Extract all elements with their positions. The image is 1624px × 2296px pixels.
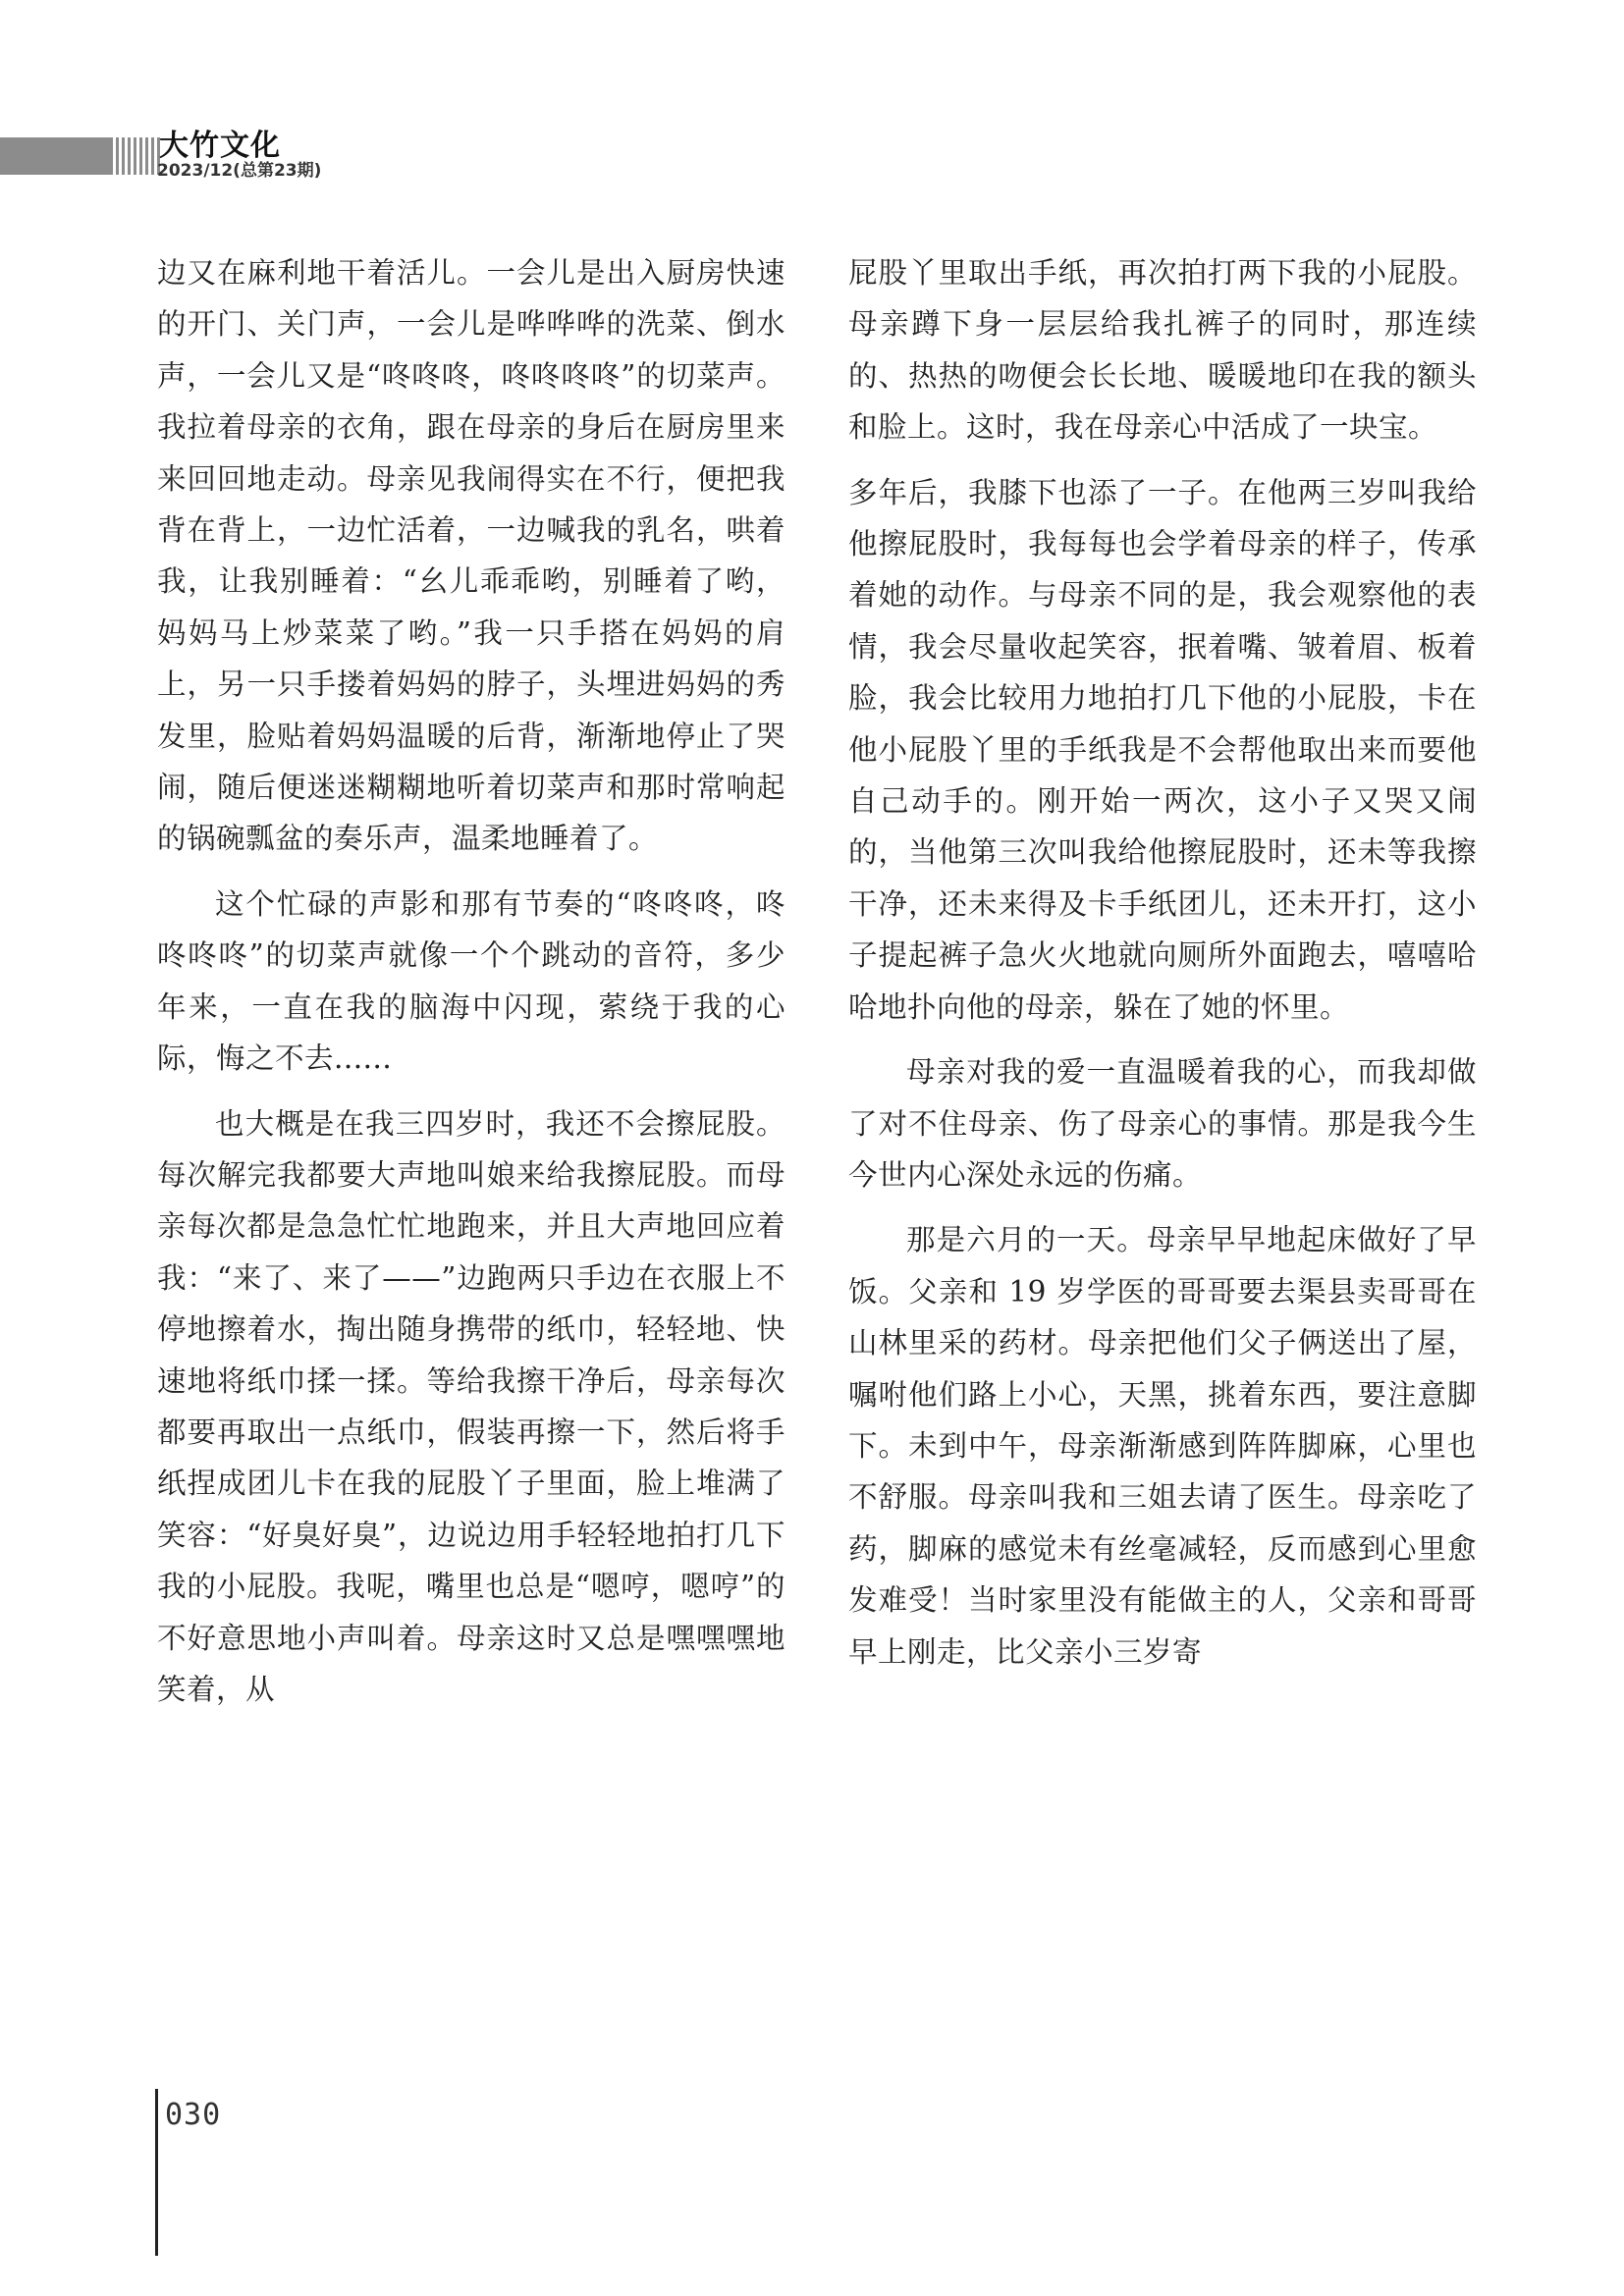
paragraph: 那是六月的一天。母亲早早地起床做好了早饭。父亲和 19 岁学医的哥哥要去渠县卖哥哥在山林里采的药材。母亲把他们父子俩送出了屋，嘱咐他们路上小心，天黑，挑着东西，要注意脚下。未到中午，母亲渐渐感到阵阵脚麻，心里也不舒服。母亲叫我和三姐去请了医生。母亲吃了药，脚麻的感觉未有丝毫减轻，反而感到心里愈发难受！当时家里没有能做主的人，父亲和哥哥早上刚走，比父亲小三岁寄 [848,1223,1477,1669]
paragraph: 屁股丫里取出手纸，再次拍打两下我的小屁股。母亲蹲下身一层层给我扎裤子的同时，那连续的、热热的吻便会长长地、暖暖地印在我的额头和脸上。这时，我在母亲心中活成了一块宝。 [848,256,1477,445]
magazine-title: 大竹文化 [159,129,281,163]
paragraph: 母亲对我的爱一直温暖着我的心，而我却做了对不住母亲、伤了母亲心的事情。那是我今生今世内心深处永远的伤痛。 [848,1055,1477,1192]
header-stripes [113,137,162,175]
paragraph: 也大概是在我三四岁时，我还不会擦屁股。每次解完我都要大声地叫娘来给我擦屁股。而母亲每次都是急急忙忙地跑来，并且大声地回应着我：“来了、来了——”边跑两只手边在衣服上不停地擦着水，掏出随身携带的纸巾，轻轻地、快速地将纸巾揉一揉。等给我擦干净后，母亲每次都要再取出一点纸巾，假装再擦一下，然后将手纸捏成团儿卡在我的屁股丫子里面，脸上堆满了笑容：“好臭好臭”，边说边用手轻轻地拍打几下我的小屁股。我呢，嘴里也总是“嗯哼，嗯哼”的不好意思地小声叫着。母亲这时又总是嘿嘿嘿地笑着，从 [157,1106,785,1706]
left-column [157,247,785,1995]
right-column [848,247,1477,1995]
paragraph: 这个忙碌的声影和那有节奏的“咚咚咚，咚咚咚咚”的切菜声就像一个个跳动的音符，多少年来，一直在我的脑海中闪现，萦绕于我的心际，悔之不去...... [157,886,785,1076]
page-number: 030 [165,2098,222,2132]
footer-rule [155,2089,158,2256]
page-header [0,130,412,188]
paragraph: 多年后，我膝下也添了一子。在他两三岁叫我给他擦屁股时，我每每也会学着母亲的样子，传承着她的动作。与母亲不同的是，我会观察他的表情，我会尽量收起笑容，抿着嘴、皱着眉、板着脸，我会比较用力地拍打几下他的小屁股，卡在他小屁股丫里的手纸我是不会帮他取出来而要他自己动手的。刚开始一两次，这小子又哭又闹的，当他第三次叫我给他擦屁股时，还未等我擦干净，还未来得及卡手纸团儿，还未开打，这小子提起裤子急火火地就向厕所外面跑去，嘻嘻哈哈地扑向他的母亲，躲在了她的怀里。 [848,475,1477,1024]
issue-label: 2023/12(总第23期) [157,161,322,181]
header-gray-bar [0,137,113,175]
paragraph: 边又在麻利地干着活儿。一会儿是出入厨房快速的开门、关门声，一会儿是哗哗哗的洗菜、倒水声，一会儿又是“咚咚咚，咚咚咚咚”的切菜声。我拉着母亲的衣角，跟在母亲的身后在厨房里来来回回地走动。母亲见我闹得实在不行，便把我背在背上，一边忙活着，一边喊我的乳名，哄着我，让我别睡着：“幺儿乖乖哟，别睡着了哟，妈妈马上炒菜菜了哟。”我一只手搭在妈妈的肩上，另一只手搂着妈妈的脖子，头埋进妈妈的秀发里，脸贴着妈妈温暖的后背，渐渐地停止了哭闹，随后便迷迷糊糊地听着切菜声和那时常响起的锅碗瓢盆的奏乐声，温柔地睡着了。 [157,256,785,856]
